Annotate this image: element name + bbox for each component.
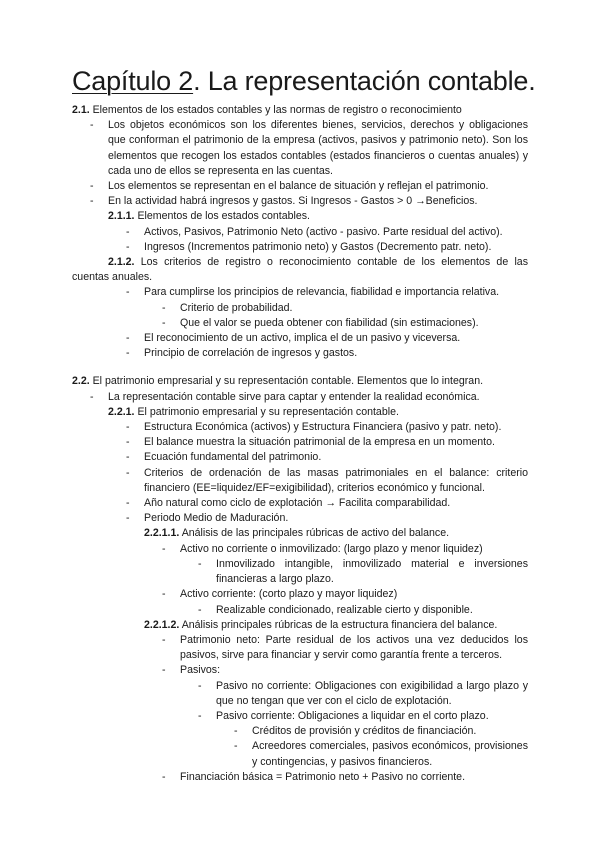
bullet-dash: -: [162, 542, 166, 555]
subsection-number: 2.2.1.2.: [144, 618, 180, 631]
bullet-dash: -: [126, 421, 130, 434]
list-item: [0, 739, 600, 769]
list-item-text: Los elementos se representan en el balance de situación y reflejan el patrimonio.: [108, 180, 489, 193]
list-item: [0, 346, 600, 361]
list-item: [0, 301, 600, 316]
list-item: [0, 450, 600, 465]
list-item: [0, 603, 600, 618]
bullet-dash: -: [162, 633, 166, 646]
list-item: [0, 331, 600, 346]
list-item: [0, 679, 600, 709]
list-item-text: Criterios de ordenación de las masas patrimoniales en el balance: criterio financiero (EE=liquidez/EF=exigibilidad), criterios económico y funcional.: [144, 466, 528, 494]
list-item-text: Inmovilizado intangible, inmovilizado material e inversiones financieras a largo plazo.: [216, 557, 528, 586]
list-item-text: Ecuación fundamental del patrimonio.: [144, 451, 322, 464]
list-item-text: Activo corriente: (corto plazo y mayor liquidez): [180, 588, 398, 601]
bullet-dash: -: [162, 664, 166, 677]
section-title: El patrimonio empresarial y su representación contable. Elementos que lo integran.: [89, 375, 484, 388]
subsection-number: 2.2.1.: [108, 405, 135, 418]
list-item-text: Activos, Pasivos, Patrimonio Neto (activo - pasivo. Parte residual del activo).: [144, 225, 503, 238]
subsection-title: El patrimonio empresarial y su representación contable.: [134, 405, 399, 418]
list-item: [0, 390, 600, 405]
subsection-heading-2-2-1-2: [0, 618, 600, 633]
bullet-dash: -: [90, 390, 94, 403]
list-item-text: Pasivo corriente: Obligaciones a liquidar en el corto plazo.: [216, 709, 489, 722]
bullet-dash: -: [126, 497, 130, 510]
section-title: Elementos de los estados contables y las normas de registro o reconocimiento: [89, 104, 462, 116]
list-item-text: Realizable condicionado, realizable cierto y disponible.: [216, 603, 473, 616]
list-item-text: Créditos de provisión y créditos de financiación.: [252, 725, 477, 738]
list-item-text: Año natural como ciclo de explotación → Facilita comparabilidad.: [144, 497, 451, 510]
subsection-number: 2.2.1.1.: [144, 527, 180, 540]
section-number: 2.1.: [72, 104, 90, 116]
list-item: [0, 194, 600, 209]
list-item-text: Acreedores comerciales, pasivos económicos, provisiones y contingencias, y pasivos financieros.: [252, 740, 528, 768]
bullet-dash: -: [126, 451, 130, 464]
list-item: [0, 770, 600, 785]
list-item: [0, 633, 600, 663]
list-item: [0, 542, 600, 557]
list-item-text: Para cumplirse los principios de relevancia, fiabilidad e importancia relativa.: [144, 286, 500, 299]
list-item-text: En la actividad habrá ingresos y gastos. Si Ingresos - Gastos > 0 →Beneficios.: [108, 195, 478, 208]
bullet-dash: -: [126, 347, 130, 360]
section-number: 2.2.: [72, 375, 90, 388]
list-item-text: Pasivos:: [180, 664, 221, 677]
bullet-dash: -: [162, 770, 166, 783]
bullet-dash: -: [198, 603, 202, 616]
list-item: [0, 496, 600, 511]
document-body: [0, 103, 600, 785]
bullet-dash: -: [90, 119, 94, 132]
list-item-text: La representación contable sirve para captar y entender la realidad económica.: [108, 390, 480, 403]
list-item: [0, 557, 600, 587]
section-heading-2-2: [0, 374, 600, 389]
bullet-dash: -: [234, 725, 238, 738]
subsection-heading-2-2-1: [0, 405, 600, 420]
list-item: [0, 316, 600, 331]
bullet-dash: -: [162, 316, 166, 329]
subsection-number: 2.1.1.: [108, 210, 135, 223]
bullet-dash: -: [126, 512, 130, 525]
list-item-text: Patrimonio neto: Parte residual de los activos una vez deducidos los pasivos, sirve para financiar y servir como garantía frente a terceros.: [180, 633, 528, 662]
list-item: [0, 587, 600, 602]
list-item-text: El reconocimiento de un activo, implica el de un pasivo y viceversa.: [144, 332, 461, 345]
list-item-text: Ingresos (Incrementos patrimonio neto) y Gastos (Decremento patr. neto).: [144, 240, 492, 253]
list-item-text: Los objetos económicos son los diferentes bienes, servicios, derechos y obligaciones que conforman el patrimonio de la empresa (activos, pasivos y patrimonio neto). Son los elementos que recogen los estados contables (estados financieros o cuentas anuales) y cada uno de ellos se representa en las cuentas.: [108, 119, 528, 177]
list-item: [0, 240, 600, 255]
bullet-dash: -: [90, 195, 94, 208]
list-item-text: Pasivo no corriente: Obligaciones con exigibilidad a largo plazo y que no tengan que ver con el ciclo de explotación.: [216, 679, 528, 707]
bullet-dash: -: [162, 301, 166, 314]
list-item: [0, 179, 600, 194]
list-item: [0, 420, 600, 435]
list-item: [0, 435, 600, 450]
list-item-text: Criterio de probabilidad.: [180, 301, 293, 314]
list-item: [0, 118, 600, 179]
list-item-text: Activo no corriente o inmovilizado: (largo plazo y menor liquidez): [180, 542, 483, 555]
subsection-title: Análisis de las principales rúbricas de activo del balance.: [179, 527, 450, 540]
subsection-heading-2-1-2: [0, 255, 600, 285]
bullet-dash: -: [126, 240, 130, 253]
section-heading-2-1: [0, 103, 600, 118]
list-item: [0, 225, 600, 240]
list-item-text: Estructura Económica (activos) y Estructura Financiera (pasivo y patr. neto).: [144, 421, 502, 434]
subsection-heading-2-2-1-1: [0, 526, 600, 541]
bullet-dash: -: [234, 740, 238, 753]
list-item: [0, 466, 600, 496]
list-item: [0, 511, 600, 526]
list-item-text: Financiación básica = Patrimonio neto + Pasivo no corriente.: [180, 770, 466, 783]
bullet-dash: -: [162, 588, 166, 601]
bullet-dash: -: [126, 436, 130, 449]
subsection-title: Los criterios de registro o reconocimiento contable de los elementos de las cuentas anuales.: [72, 256, 528, 284]
bullet-dash: -: [126, 286, 130, 299]
bullet-dash: -: [126, 466, 130, 479]
list-item: [0, 285, 600, 300]
list-item-text: Periodo Medio de Maduración.: [144, 512, 289, 525]
list-item-text: Que el valor se pueda obtener con fiabilidad (sin estimaciones).: [180, 316, 479, 329]
page-title: [72, 66, 536, 97]
subsection-title: Análisis principales rúbricas de la estructura financiera del balance.: [179, 618, 498, 631]
subsection-number: 2.1.2.: [108, 256, 135, 269]
list-item: [0, 709, 600, 724]
list-item-text: Principio de correlación de ingresos y gastos.: [144, 347, 358, 360]
subsection-heading-2-1-1: [0, 209, 600, 224]
bullet-dash: -: [90, 180, 94, 193]
chapter-title: . La representación contable.: [193, 66, 536, 96]
bullet-dash: -: [198, 709, 202, 722]
bullet-dash: -: [198, 557, 202, 570]
subsection-title: Elementos de los estados contables.: [134, 210, 311, 223]
bullet-dash: -: [126, 332, 130, 345]
list-item: [0, 663, 600, 678]
list-item-text: El balance muestra la situación patrimonial de la empresa en un momento.: [144, 436, 495, 449]
bullet-dash: -: [198, 679, 202, 692]
section-spacer: [0, 361, 600, 374]
list-item: [0, 724, 600, 739]
chapter-label: Capítulo 2: [72, 66, 194, 96]
bullet-dash: -: [126, 225, 130, 238]
